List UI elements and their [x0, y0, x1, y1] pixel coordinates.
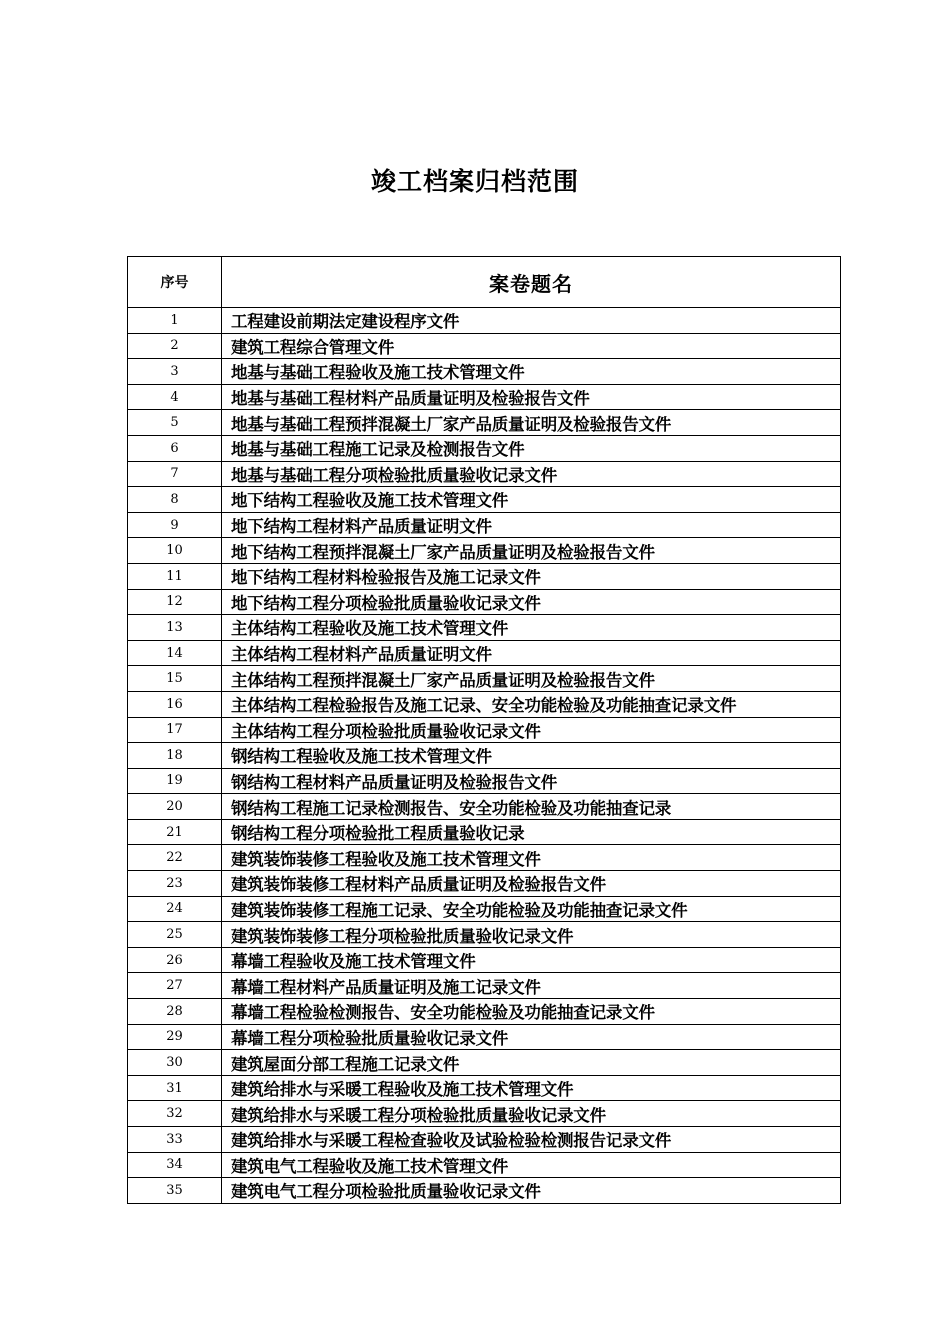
table-row: [128, 743, 841, 769]
table-row: [128, 359, 841, 385]
row-serial-number: 1: [128, 308, 222, 334]
table-row: [128, 308, 841, 334]
row-serial-number: 23: [128, 871, 222, 897]
table-row: [128, 1101, 841, 1127]
row-file-title: 幕墙工程验收及施工技术管理文件: [222, 947, 841, 973]
table-row: [128, 845, 841, 871]
table-row: [128, 461, 841, 487]
table-row: [128, 333, 841, 359]
row-file-title: 幕墙工程检验检测报告、安全功能检验及功能抽查记录文件: [222, 999, 841, 1025]
page-title: 竣工档案归档范围: [370, 167, 579, 196]
row-file-title: 钢结构工程分项检验批工程质量验收记录: [222, 819, 841, 845]
table-row: [128, 589, 841, 615]
row-file-title: 建筑电气工程分项检验批质量验收记录文件: [222, 1178, 841, 1204]
row-serial-number: 31: [128, 1075, 222, 1101]
row-serial-number: 24: [128, 896, 222, 922]
row-file-title: 建筑给排水与采暖工程检查验收及试验检验检测报告记录文件: [222, 1127, 841, 1153]
archive-scope-table: [127, 256, 841, 1204]
row-serial-number: 2: [128, 333, 222, 359]
row-serial-number: 13: [128, 615, 222, 641]
table-row: [128, 1050, 841, 1076]
row-file-title: 建筑装饰装修工程施工记录、安全功能检验及功能抽查记录文件: [222, 896, 841, 922]
table-row: [128, 410, 841, 436]
row-file-title: 主体结构工程预拌混凝土厂家产品质量证明及检验报告文件: [222, 666, 841, 692]
table-row: [128, 896, 841, 922]
row-serial-number: 26: [128, 947, 222, 973]
table-row: [128, 691, 841, 717]
row-file-title: 地基与基础工程施工记录及检测报告文件: [222, 435, 841, 461]
table-row: [128, 1152, 841, 1178]
table-row: [128, 435, 841, 461]
table-row: [128, 1024, 841, 1050]
row-file-title: 钢结构工程验收及施工技术管理文件: [222, 743, 841, 769]
row-file-title: 建筑装饰装修工程材料产品质量证明及检验报告文件: [222, 871, 841, 897]
row-serial-number: 29: [128, 1024, 222, 1050]
table-row: [128, 487, 841, 513]
row-serial-number: 14: [128, 640, 222, 666]
table-body: [128, 308, 841, 1204]
row-serial-number: 15: [128, 666, 222, 692]
row-serial-number: 6: [128, 435, 222, 461]
row-serial-number: 8: [128, 487, 222, 513]
row-file-title: 主体结构工程验收及施工技术管理文件: [222, 615, 841, 641]
row-file-title: 建筑给排水与采暖工程验收及施工技术管理文件: [222, 1075, 841, 1101]
table-row: [128, 871, 841, 897]
row-serial-number: 35: [128, 1178, 222, 1204]
table-row: [128, 1178, 841, 1204]
table-row: [128, 999, 841, 1025]
row-serial-number: 32: [128, 1101, 222, 1127]
row-serial-number: 34: [128, 1152, 222, 1178]
table-row: [128, 717, 841, 743]
header-serial-number: 序号: [128, 257, 222, 308]
table-row: [128, 1075, 841, 1101]
row-file-title: 钢结构工程材料产品质量证明及检验报告文件: [222, 768, 841, 794]
row-serial-number: 30: [128, 1050, 222, 1076]
table-header-row: [128, 257, 841, 308]
row-serial-number: 12: [128, 589, 222, 615]
row-serial-number: 27: [128, 973, 222, 999]
table-row: [128, 1127, 841, 1153]
row-serial-number: 33: [128, 1127, 222, 1153]
row-file-title: 地下结构工程材料检验报告及施工记录文件: [222, 563, 841, 589]
row-serial-number: 20: [128, 794, 222, 820]
row-file-title: 幕墙工程分项检验批质量验收记录文件: [222, 1024, 841, 1050]
table-row: [128, 512, 841, 538]
row-file-title: 地基与基础工程预拌混凝土厂家产品质量证明及检验报告文件: [222, 410, 841, 436]
header-file-title: 案卷题名: [222, 257, 841, 308]
row-file-title: 幕墙工程材料产品质量证明及施工记录文件: [222, 973, 841, 999]
row-serial-number: 10: [128, 538, 222, 564]
row-file-title: 建筑装饰装修工程验收及施工技术管理文件: [222, 845, 841, 871]
table-row: [128, 615, 841, 641]
row-file-title: 主体结构工程检验报告及施工记录、安全功能检验及功能抽查记录文件: [222, 691, 841, 717]
row-file-title: 建筑工程综合管理文件: [222, 333, 841, 359]
table-row: [128, 666, 841, 692]
row-serial-number: 28: [128, 999, 222, 1025]
row-file-title: 地下结构工程验收及施工技术管理文件: [222, 487, 841, 513]
row-file-title: 地基与基础工程验收及施工技术管理文件: [222, 359, 841, 385]
row-serial-number: 19: [128, 768, 222, 794]
row-serial-number: 17: [128, 717, 222, 743]
row-file-title: 建筑装饰装修工程分项检验批质量验收记录文件: [222, 922, 841, 948]
row-file-title: 地下结构工程材料产品质量证明文件: [222, 512, 841, 538]
table-row: [128, 384, 841, 410]
row-file-title: 建筑电气工程验收及施工技术管理文件: [222, 1152, 841, 1178]
row-serial-number: 3: [128, 359, 222, 385]
row-file-title: 地下结构工程预拌混凝土厂家产品质量证明及检验报告文件: [222, 538, 841, 564]
row-file-title: 主体结构工程材料产品质量证明文件: [222, 640, 841, 666]
table-row: [128, 538, 841, 564]
table-row: [128, 794, 841, 820]
row-file-title: 地下结构工程分项检验批质量验收记录文件: [222, 589, 841, 615]
table-row: [128, 947, 841, 973]
row-serial-number: 22: [128, 845, 222, 871]
table-row: [128, 922, 841, 948]
row-serial-number: 21: [128, 819, 222, 845]
row-file-title: 地基与基础工程材料产品质量证明及检验报告文件: [222, 384, 841, 410]
row-file-title: 建筑屋面分部工程施工记录文件: [222, 1050, 841, 1076]
row-serial-number: 9: [128, 512, 222, 538]
table-row: [128, 768, 841, 794]
row-serial-number: 4: [128, 384, 222, 410]
row-file-title: 地基与基础工程分项检验批质量验收记录文件: [222, 461, 841, 487]
table-row: [128, 640, 841, 666]
row-serial-number: 11: [128, 563, 222, 589]
row-file-title: 钢结构工程施工记录检测报告、安全功能检验及功能抽查记录: [222, 794, 841, 820]
row-serial-number: 7: [128, 461, 222, 487]
row-serial-number: 25: [128, 922, 222, 948]
row-serial-number: 18: [128, 743, 222, 769]
row-serial-number: 16: [128, 691, 222, 717]
row-file-title: 工程建设前期法定建设程序文件: [222, 308, 841, 334]
table-row: [128, 819, 841, 845]
row-file-title: 主体结构工程分项检验批质量验收记录文件: [222, 717, 841, 743]
table-row: [128, 563, 841, 589]
table-row: [128, 973, 841, 999]
row-file-title: 建筑给排水与采暖工程分项检验批质量验收记录文件: [222, 1101, 841, 1127]
row-serial-number: 5: [128, 410, 222, 436]
